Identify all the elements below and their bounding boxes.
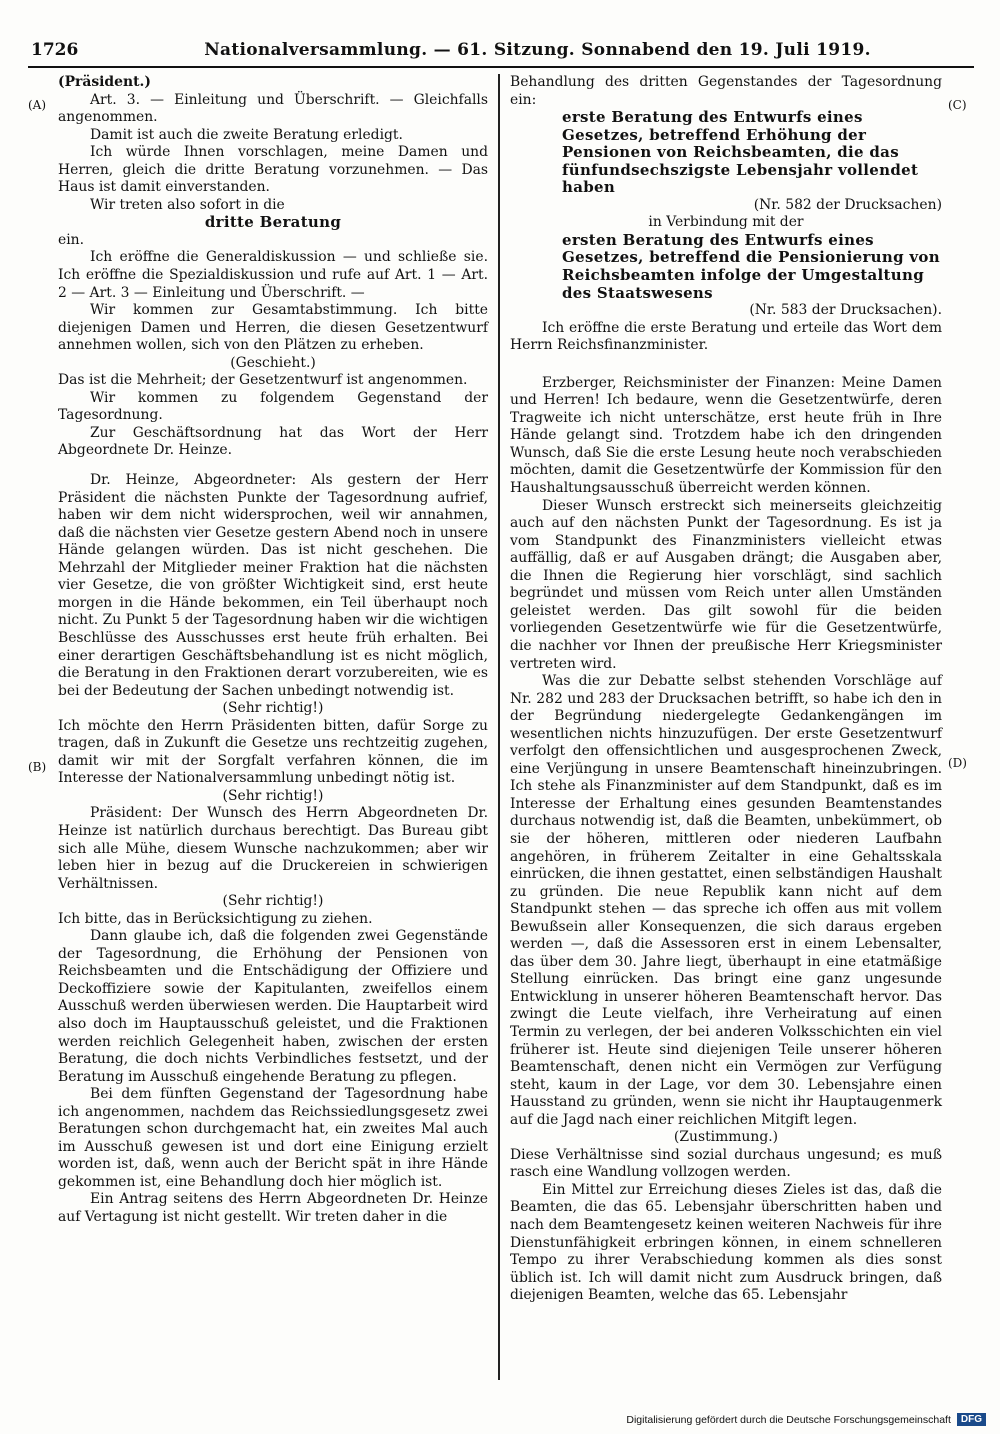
paragraph: Ich bitte, das in Berücksichtigung zu ziehen. [58,910,373,927]
margin-marker-c: (C) [948,98,967,112]
paragraph: Dieser Wunsch erstreckt sich meinerseits gleichzeitig auch auf den nächsten Punkt der Tagesordnung. Es ist ja vom Standpunkt des Finanzministers vielleicht etwas auffällig, daß er auf Ausgaben drängt; die Ausgaben aber, die Ihnen die Regierung hier vorschlägt, sind sachlich begründet und müssen vom Reich unter allen Umständen geleistet werden. Das gilt sowohl für die beiden vorliegenden Gesetzentwürfe wie für die Gesetzentwürfe, die nachher vor Ihnen der preußische Herr Kriegsminister vertreten wird. [510,497,942,672]
paragraph: Was die zur Debatte selbst stehenden Vorschläge auf Nr. 282 und 283 der Drucksachen betrifft, so habe ich den in der Begründung niedergelegte Gedankengängen im wesentlichen nichts hinzuzufügen. Der erste Gesetzentwurf verfolgt den offensichtlichen und ausgesprochenen Zweck, eine Verjüngung in unsere Beamtenschaft hineinzubringen. Ich stehe als Finanzminister auf dem Standpunkt, daß es im Interesse der Erhaltung eines gesunden Beamtenstandes durchaus notwendig ist, daß die Beamten, unbekümmert, ob sie der höheren, mittleren oder niederen Laufbahn angehören, in früherem Zeitalter in eine Gehaltsskala einrücken, die ihnen gestattet, einen selbständigen Haushalt zu gründen. Die neue Republik kann nicht auf dem Standpunkt stehen — das spreche ich offen aus mit vollem Bewußsein aller Konsequenzen, die sich daraus ergeben werden —, daß die Assessoren erst in einem Lebensalter, das über dem 30. Jahre liegt, überhaupt in eine etatmäßige Stellung einrücken. Das bringt eine ganz ungesunde Entwicklung in unserer höheren Beamtenschaft hervor. Das zwingt die Leute vielfach, ihre Verheiratung auf einen Termin zu verlegen, der bei anderen Volksschichten ein viel früherer ist. Heute sind diejenigen Teile unserer höheren Beamtenschaft, denen nicht ein Vermögen zur Verfügung steht, kaum in der Lage, vor dem 30. Lebensjahre einen Hausstand zu gründen, wenn sie nicht ihr Hauptaugenmerk auf die Jagd nach einer reichlichen Mitgift legen. [510,673,942,1128]
interjection: (Zustimmung.) [673,1129,779,1146]
paragraph: Wir kommen zur Gesamtabstimmung. Ich bitte diejenigen Damen und Herren, die diesen Gesetzentwurf annehmen wollen, sich von den Plätzen zu erheben. [58,302,488,354]
margin-marker-a: (A) [28,98,47,112]
dfg-logo: DFG [957,1413,986,1426]
paragraph: Zur Geschäftsordnung hat das Wort der Herr Abgeordnete Dr. Heinze. [58,424,488,459]
agenda-item-1-ref: (Nr. 582 der Drucksachen) [753,196,942,213]
agenda-item-2: ersten Beratung des Entwurfs eines Gesetzes, betreffend die Pensionierung von Reichsbeamten infolge der Umgestaltung des Staatswesens [562,230,940,302]
connector: in Verbindung mit der [648,214,804,231]
interjection: (Geschieht.) [230,354,316,371]
paragraph: Bei dem fünften Gegenstand der Tagesordnung habe ich angenommen, nachdem das Reichssiedlungsgesetz zwei Beratungen schon durchgemacht hat, ein zweites Mal auch im Ausschuß gewesen ist und dort eine Einigung erzielt worden ist, daß, wenn auch der Bericht spät in ihre Hände gekommen ist, eine Behandlung doch hier möglich ist. [58,1086,488,1190]
paragraph: Wir kommen zu folgendem Gegenstand der Tagesordnung. [58,389,488,424]
speech-erzberger: Erzberger, Reichsminister der Finanzen: Meine Damen und Herren! Ich bedaure, wenn die Gesetzentwürfe, deren Tragweite ich nicht unterschätze, erst heute früh in Ihre Hände gelangt sind. Trotzdem habe ich den dringenden Wunsch, daß Sie die erste Lesung heute noch verabschieden möchten, damit die Gesetzentwürfe der Kommission für den Haushaltungsausschuß überreicht werden können. [510,374,942,497]
paragraph: Behandlung des dritten Gegenstandes der Tagesordnung ein: [510,74,942,108]
left-column [58,74,488,1227]
credit-text: Digitalisierung gefördert durch die Deutsche Forschungsgemeinschaft [626,1413,951,1426]
paragraph: Ich möchte den Herrn Präsidenten bitten, dafür Sorge zu tragen, daß in Zukunft die Gesetze uns rechtzeitig zugehen, damit wir mit der Sorgfalt verfahren können, die im Interesse der Nationalversammlung unbedingt nötig ist. [58,717,488,787]
paragraph: Ein Antrag seitens des Herrn Abgeordneten Dr. Heinze auf Vertagung ist nicht gestellt. Wir treten daher in die [58,1191,488,1225]
paragraph: Ein Mittel zur Erreichung dieses Zieles ist das, daß die Beamten, die das 65. Lebensjahr überschritten haben und nach dem Beamtengesetz keinen weiteren Nachweis für ihre Dienstunfähigkeit erbringen können, in einem schnelleren Tempo zu ihrer Verabschiedung kommen als dies sonst üblich ist. Ich will damit nicht zum Ausdruck bringen, daß diejenigen Beamten, welche das 65. Lebensjahr [510,1181,942,1304]
column-divider [498,74,500,1380]
margin-marker-d: (D) [948,756,967,770]
paragraph: Ich eröffne die Generaldiskussion — und schließe sie. Ich eröffne die Spezialdiskussion und rufe auf Art. 1 — Art. 2 — Art. 3 — Einleitung und Überschrift. — [58,249,488,301]
interjection: (Sehr richtig!) [222,893,324,910]
interjection: (Sehr richtig!) [222,700,324,717]
paragraph: Art. 3. — Einleitung und Überschrift. — Gleichfalls angenommen. [58,91,488,126]
paragraph: Ich eröffne die erste Beratung und erteile das Wort dem Herrn Reichsfinanzminister. [510,319,942,354]
right-column [510,74,942,1305]
paragraph: Dann glaube ich, daß die folgenden zwei Gegenstände der Tagesordnung, die Erhöhung der Pensionen von Reichsbeamten und die Entschädigung der Offiziere und Deckoffiziere sowie der Kapitulanten, zweifellos einem Ausschuß werden überwiesen werden. Die Hauptarbeit wird also doch im Hauptausschuß geleistet, und die Fraktionen werden reichlich Gelegenheit haben, zwischen der ersten Beratung, die doch nichts Verbindliches festsetzt, und der Beratung im Ausschuß eingehende Beratung zu pflegen. [58,928,488,1085]
speaker-note: (Präsident.) [58,74,151,90]
digitization-credit [626,1413,986,1426]
paragraph: Diese Verhältnisse sind sozial durchaus ungesund; es muß rasch eine Wandlung vollzogen werden. [510,1146,942,1181]
paragraph: Ich würde Ihnen vorschlagen, meine Damen und Herren, gleich die dritte Beratung vorzunehmen. — Das Haus ist damit einverstanden. [58,144,488,196]
document-page [28,40,974,1380]
paragraph: ein. [58,231,85,248]
speech-praesident: Präsident: Der Wunsch des Herrn Abgeordneten Dr. Heinze ist natürlich durchaus berechtigt. Das Bureau gibt sich alle Mühe, diesem Wunsche nachzukommen; aber wir leben hier in bezug auf die Druckereien in schwierigen Verhältnissen. [58,805,488,892]
running-title: Nationalversammlung. — 61. Sitzung. Sonnabend den 19. Juli 1919. [204,40,871,60]
agenda-item-2-ref: (Nr. 583 der Drucksachen). [749,302,942,319]
paragraph: Damit ist auch die zweite Beratung erledigt. [90,126,403,143]
agenda-item-1: erste Beratung des Entwurfs eines Gesetzes, betreffend Erhöhung der Pensionen von Reichsbeamten, die das fünfundsechszigste Lebensjahr vollendet haben [562,108,919,197]
page-header [28,40,974,68]
paragraph: Wir treten also sofort in die [90,196,285,213]
paragraph: Das ist die Mehrheit; der Gesetzentwurf ist angenommen. [58,372,468,389]
speech-heinze: Dr. Heinze, Abgeordneter: Als gestern der Herr Präsident die nächsten Punkte der Tagesordnung aufrief, haben wir dem nicht widersprochen, weil wir annahmen, daß die nächsten vier Gesetze gestern Abend noch in unsere Hände gelangen würden. Das ist nicht geschehen. Die Mehrzahl der Mitglieder meiner Fraktion hat die nächsten vier Gesetze, die von größter Wichtigkeit sind, erst heute morgen in die Hände bekommen, ein Teil überhaupt noch nicht. Zu Punkt 5 der Tagesordnung haben wir die wichtigen Beschlüsse des Ausschusses erst heute früh erhalten. Bei einer derartigen Geschäftsbehandlung ist es nicht möglich, die Beratung in den Fraktionen derart vorzubereiten, wie es bei der Bedeutung der Sachen unbedingt notwendig ist. [58,472,488,699]
page-number: 1726 [31,40,79,60]
section-heading: dritte Beratung [204,213,342,232]
interjection: (Sehr richtig!) [222,787,324,804]
margin-marker-b: (B) [28,760,47,774]
